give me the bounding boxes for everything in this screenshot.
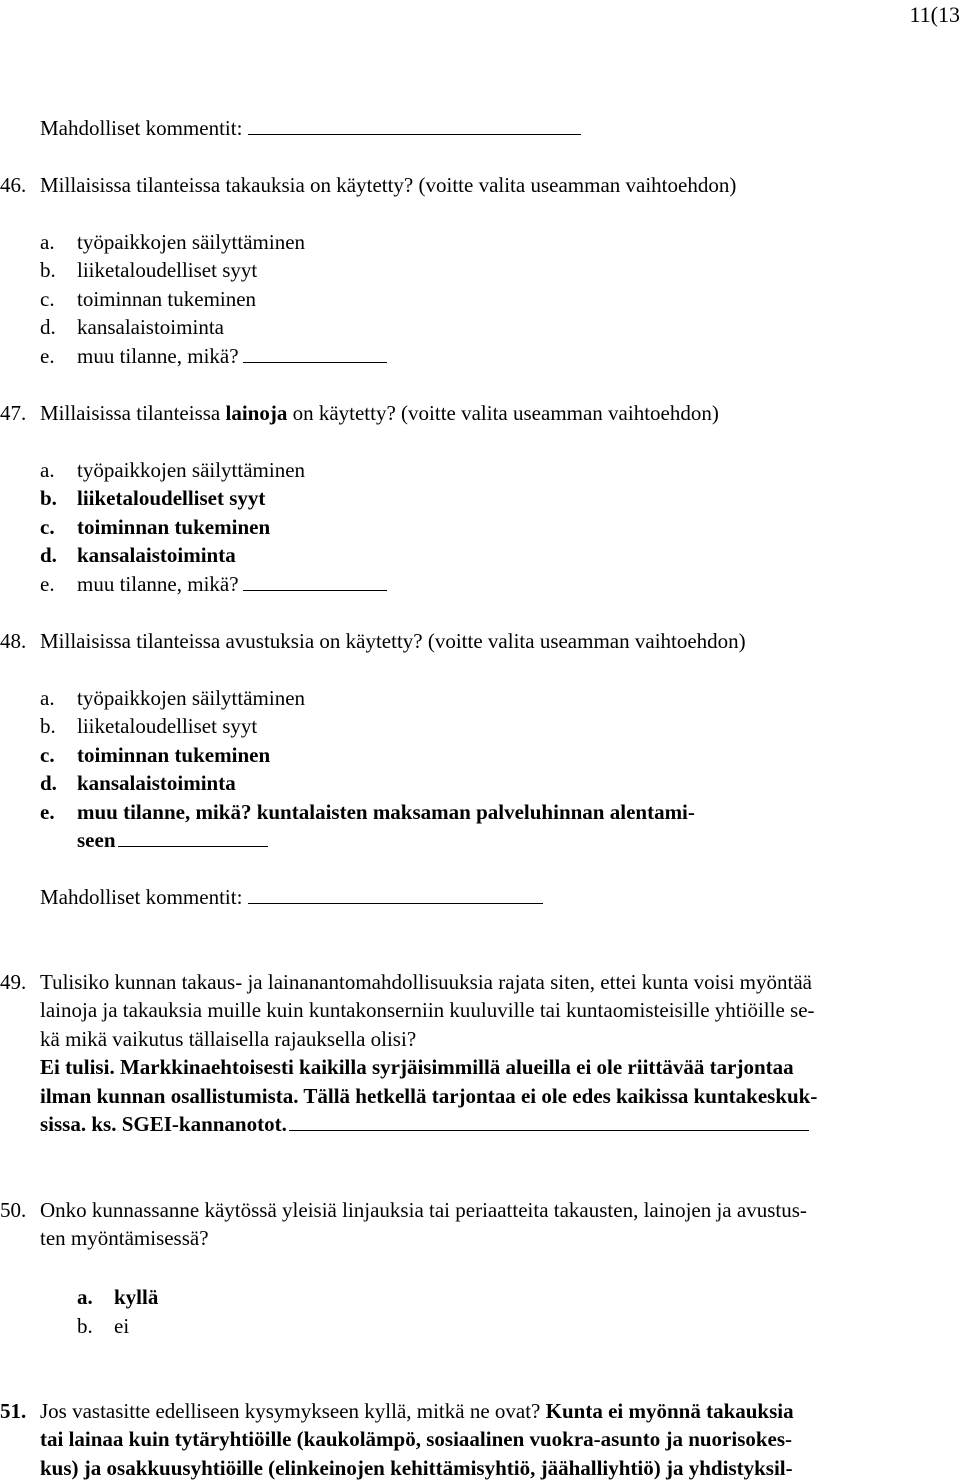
answer-text-line: kus) ja osakkuusyhtiöille (elinkeinojen kehittämisyhtiö, jäähalliyhtiö) ja yhdistyksil- [40, 1456, 793, 1480]
option-text: työpaikkojen säilyttäminen [77, 230, 306, 254]
option-letter: d. [40, 315, 56, 339]
option-text: kansalaistoiminta [77, 315, 224, 339]
question-text-line: Tulisiko kunnan takaus- ja lainanantomahdollisuuksia rajata siten, ettei kunta voisi myöntää [40, 970, 812, 994]
question-text-line [40, 1399, 794, 1423]
option-text: työpaikkojen säilyttäminen [77, 686, 306, 710]
option-text: toiminnan tukeminen [77, 515, 271, 539]
q50-option-b[interactable] [77, 1314, 129, 1338]
q48-option-a[interactable] [40, 686, 305, 710]
option-text: kyllä [114, 1285, 159, 1309]
comments-blank[interactable] [248, 885, 543, 904]
option-text: muu tilanne, mikä? [77, 572, 239, 596]
q47-option-e[interactable] [40, 572, 387, 596]
question-text-line: Onko kunnassanne käytössä yleisiä linjauksia tai periaatteita takausten, lainojen ja avustus- [40, 1198, 807, 1222]
option-text: liiketaloudelliset syyt [77, 258, 258, 282]
answer-text-line: Ei tulisi. Markkinaehtoisesti kaikilla syrjäisimmillä alueilla ei ole riittävää tarjontaa [40, 1055, 794, 1079]
option-letter: c. [40, 743, 55, 767]
q48-option-c[interactable] [40, 743, 270, 767]
answer-text-line: tai lainaa kuin tytäryhtiöille (kaukolämpö, sosiaalinen vuokra-asunto ja nuorisokes- [40, 1427, 793, 1451]
q48-option-d[interactable] [40, 771, 236, 795]
q46-option-a[interactable] [40, 230, 305, 254]
q50-option-a[interactable] [77, 1285, 158, 1309]
comments-row-2 [40, 885, 543, 909]
page-number: 11(13 [909, 2, 960, 27]
option-text: muu tilanne, mikä? [77, 344, 239, 368]
comments-label: Mahdolliset kommentit: [40, 885, 243, 909]
option-letter: d. [40, 771, 57, 795]
option-text: toiminnan tukeminen [77, 287, 257, 311]
q46-option-c[interactable] [40, 287, 256, 311]
question-text: Millaisissa tilanteissa avustuksia on käytetty? (voitte valita useamman vaihtoehdon) [40, 629, 746, 653]
q46-option-d[interactable] [40, 315, 224, 339]
option-text: toiminnan tukeminen [77, 743, 271, 767]
q47-option-d[interactable] [40, 543, 236, 567]
comments-row-1 [40, 116, 581, 140]
q48-answer-continuation [77, 828, 268, 852]
question-text-emphasis: lainoja [225, 401, 288, 425]
question-number: 51. [0, 1399, 27, 1423]
option-letter: a. [40, 686, 55, 710]
option-text: työpaikkojen säilyttäminen [77, 458, 306, 482]
answer-blank[interactable] [289, 1112, 809, 1131]
question-number: 50. [0, 1198, 27, 1222]
question-number: 48. [0, 629, 27, 653]
option-letter: e. [40, 800, 55, 824]
option-text: liiketaloudelliset syyt [77, 714, 258, 738]
answer-text: Kunta ei myönnä takauksia [545, 1399, 794, 1423]
option-letter: a. [40, 230, 55, 254]
question-number: 47. [0, 401, 27, 425]
question-text-line: ten myöntämisessä? [40, 1226, 209, 1250]
answer-text-line [40, 1112, 809, 1136]
comments-label: Mahdolliset kommentit: [40, 116, 243, 140]
question-text-part: on käytetty? (voitte valita useamman vaihtoehdon) [287, 401, 719, 425]
q46-option-e[interactable] [40, 344, 387, 368]
option-letter: a. [77, 1285, 93, 1309]
option-text: muu tilanne, mikä? [77, 800, 252, 824]
question-text: Millaisissa tilanteissa takauksia on käytetty? (voitte valita useamman vaihtoehdon) [40, 173, 737, 197]
answer-text: seen [77, 828, 116, 852]
answer-blank[interactable] [118, 828, 268, 847]
option-letter: a. [40, 458, 55, 482]
option-letter: c. [40, 287, 55, 311]
option-letter: c. [40, 515, 55, 539]
option-letter: b. [40, 714, 56, 738]
option-letter: b. [77, 1314, 93, 1338]
question-text-part: Millaisissa tilanteissa [40, 401, 226, 425]
question-text [40, 401, 719, 425]
q48-option-b[interactable] [40, 714, 257, 738]
comments-blank[interactable] [248, 116, 581, 135]
question-number: 46. [0, 173, 27, 197]
option-text: kansalaistoiminta [77, 543, 236, 567]
answer-text: sissa. ks. SGEI-kannanotot. [40, 1112, 287, 1136]
option-letter: b. [40, 258, 56, 282]
option-letter: d. [40, 543, 57, 567]
answer-text: kuntalaisten maksaman palveluhinnan alentami- [256, 800, 695, 824]
question-number: 49. [0, 970, 27, 994]
option-text: ei [114, 1314, 130, 1338]
q48-option-e[interactable] [40, 800, 695, 824]
other-blank[interactable] [243, 344, 387, 363]
option-text: liiketaloudelliset syyt [77, 486, 266, 510]
other-blank[interactable] [243, 572, 387, 591]
option-letter: b. [40, 486, 57, 510]
answer-text-line: ilman kunnan osallistumista. Tällä hetkellä tarjontaa ei ole edes kaikissa kuntakeskuk- [40, 1084, 818, 1108]
option-letter: e. [40, 344, 55, 368]
option-text: kansalaistoiminta [77, 771, 236, 795]
q47-option-a[interactable] [40, 458, 305, 482]
option-letter: e. [40, 572, 55, 596]
q47-option-c[interactable] [40, 515, 270, 539]
q47-option-b[interactable] [40, 486, 265, 510]
question-text: Jos vastasitte edelliseen kysymykseen kyllä, mitkä ne ovat? [40, 1399, 541, 1423]
q46-option-b[interactable] [40, 258, 257, 282]
question-text-line: kä mikä vaikutus tällaisella rajauksella olisi? [40, 1027, 417, 1051]
question-text-line: lainoja ja takauksia muille kuin kuntakonserniin kuuluville tai kuntaomisteisille yhtiöille se- [40, 998, 815, 1022]
